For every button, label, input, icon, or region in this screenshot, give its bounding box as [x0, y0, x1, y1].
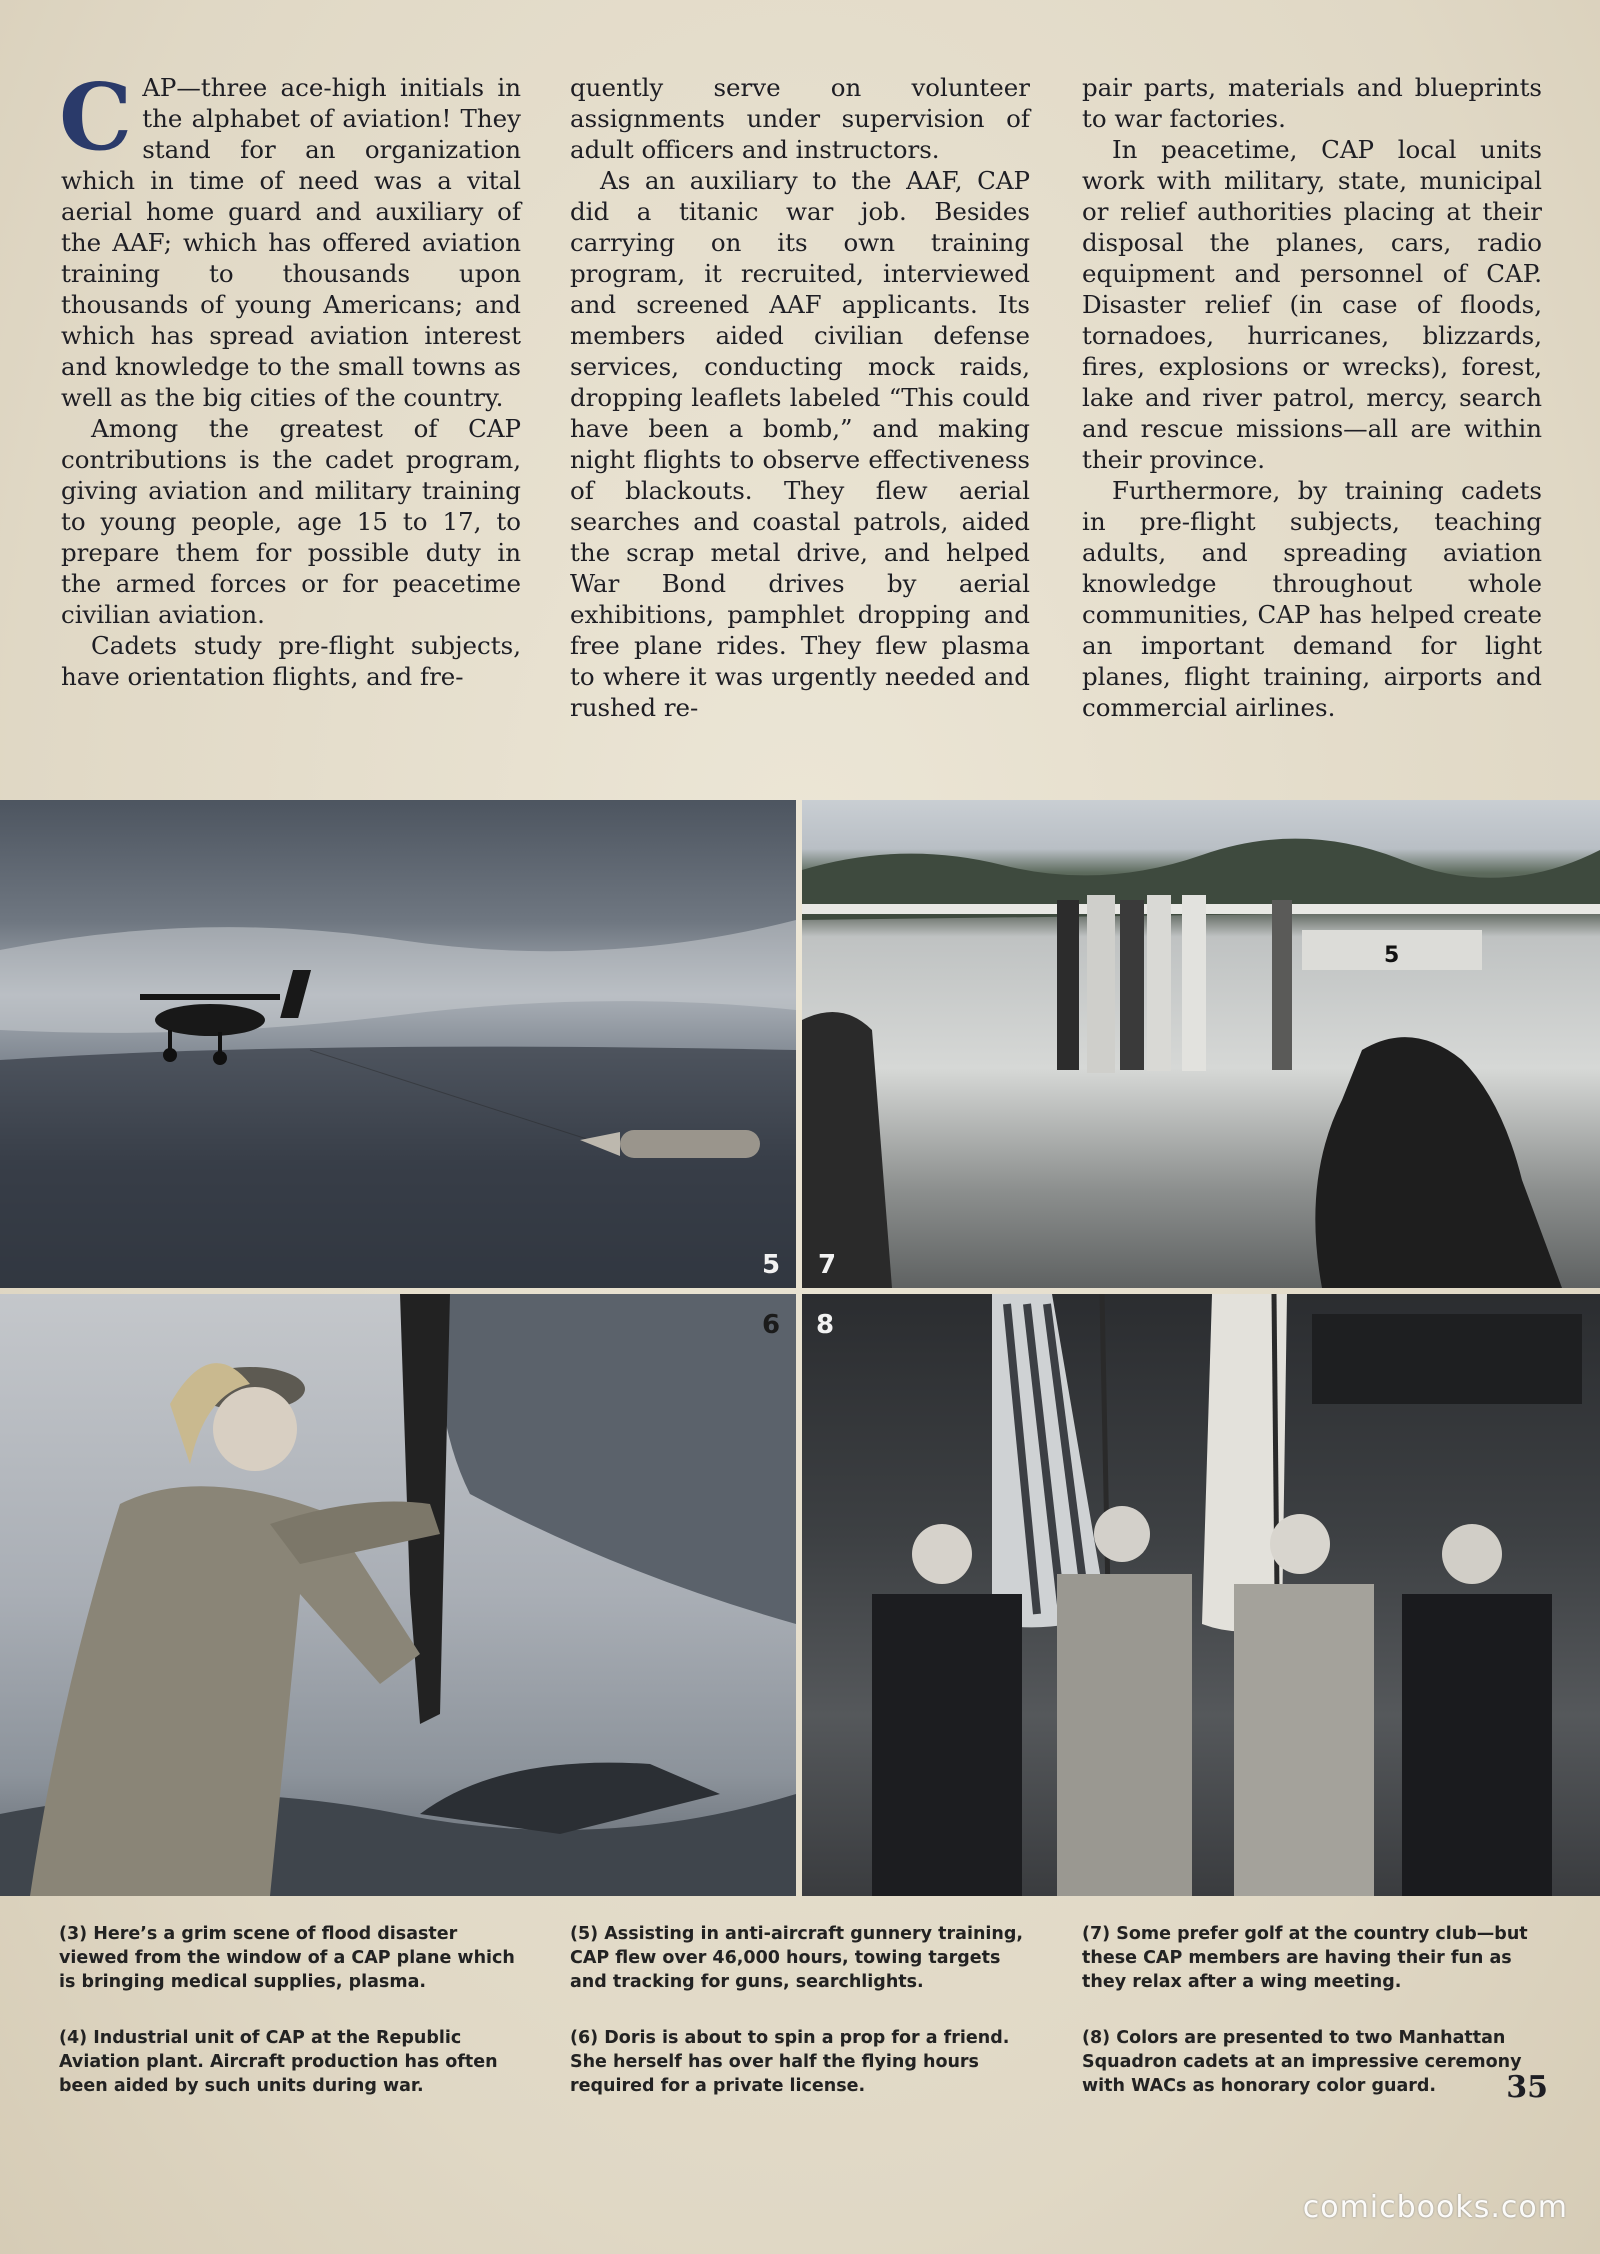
article-paragraph: As an auxiliary to the AAF, CAP did a titanic war job. Besides carrying on its own training program, it recruited, interviewed and screened AAF applicants. Its members aided civilian defense services, conducting mock raids, dropping leaflets labeled “This could have been a bomb,” and making night flights to observe effectiveness of blackouts. They flew aerial searches and coastal patrols, aided the scrap metal drive, and helped War Bond drives by aerial exhibitions, pamphlet dropping and free plane rides. They flew plasma to where it was urgently needed and rushed re-: [570, 166, 1030, 722]
photo-8-image: [802, 1294, 1600, 1896]
article-column-1: [59, 63, 521, 692]
article-paragraph: CAP—three ace-high initials in the alphabet of aviation! They stand for an organization which in time of need was a vital aerial home guard and auxiliary of the AAF; which has offered aviation training to thousands upon thousands of young Americans; and which has spread aviation interest and knowledge to the small towns as well as the big cities of the country.: [59, 63, 521, 412]
photo-cap-members-airfield: [802, 800, 1600, 1288]
photo-color-guard-ceremony: [802, 1294, 1600, 1896]
photo-5-image: [0, 800, 796, 1288]
photo-7-image: [802, 800, 1600, 1288]
article-column-2: [570, 72, 1030, 723]
article-column-3: [1082, 72, 1542, 723]
photo-number: 6: [762, 1310, 781, 1340]
article-paragraph: Among the greatest of CAP contributions is the cadet program, giving aviation and military training to young people, age 15 to 17, to prepare them for possible duty in the armed forces or for peacetime civilian aviation.: [61, 414, 521, 629]
caption-5: (5) Assisting in anti-aircraft gunnery training, CAP flew over 46,000 hours, towing targets and tracking for guns, searchlights.: [570, 1924, 1024, 1992]
caption-3: (3) Here’s a grim scene of flood disaster viewed from the window of a CAP plane which is bringing medical supplies, plasma.: [59, 1924, 515, 1992]
photo-6-image: [0, 1294, 796, 1896]
photo-plane-towing-target: [0, 800, 796, 1288]
article-paragraph: pair parts, materials and blueprints to war factories.: [1082, 73, 1542, 133]
photo-number: 7: [818, 1250, 837, 1280]
caption-7: (7) Some prefer golf at the country club—but these CAP members are having their fun as they relax after a wing meeting.: [1082, 1924, 1528, 1992]
watermark: comicbooks.com: [1302, 2190, 1568, 2225]
caption-8: (8) Colors are presented to two Manhattan Squadron cadets at an impressive ceremony with WACs as honorary color guard.: [1082, 2028, 1522, 2096]
caption-4: (4) Industrial unit of CAP at the Republic Aviation plant. Aircraft production has often been aided by such units during war.: [59, 2028, 498, 2096]
article-paragraph: In peacetime, CAP local units work with military, state, municipal or relief authorities placing at their disposal the planes, cars, radio equipment and personnel of CAP. Disaster relief (in case of floods, tornadoes, hurricanes, blizzards, fires, explosions or wrecks), forest, lake and river patrol, mercy, search and rescue missions—all are within their province.: [1082, 135, 1542, 474]
photo-woman-spinning-prop: [0, 1294, 796, 1896]
article-paragraph: Cadets study pre-flight subjects, have orientation flights, and fre-: [61, 631, 521, 691]
page-number: 35: [1506, 2070, 1548, 2105]
drop-cap: C: [59, 63, 133, 171]
photo-number: 5: [762, 1250, 781, 1280]
article-paragraph: Furthermore, by training cadets in pre-flight subjects, teaching adults, and spreading aviation knowledge throughout whole communities, CAP has helped create an important demand for light planes, flight training, airports and commercial airlines.: [1082, 476, 1542, 722]
photo-number: 8: [816, 1310, 835, 1340]
plane-marking: 5: [1384, 943, 1400, 968]
article-paragraph: quently serve on volunteer assignments under supervision of adult officers and instructors.: [570, 73, 1030, 164]
caption-6: (6) Doris is about to spin a prop for a friend. She herself has over half the flying hours required for a private license.: [570, 2028, 1010, 2096]
